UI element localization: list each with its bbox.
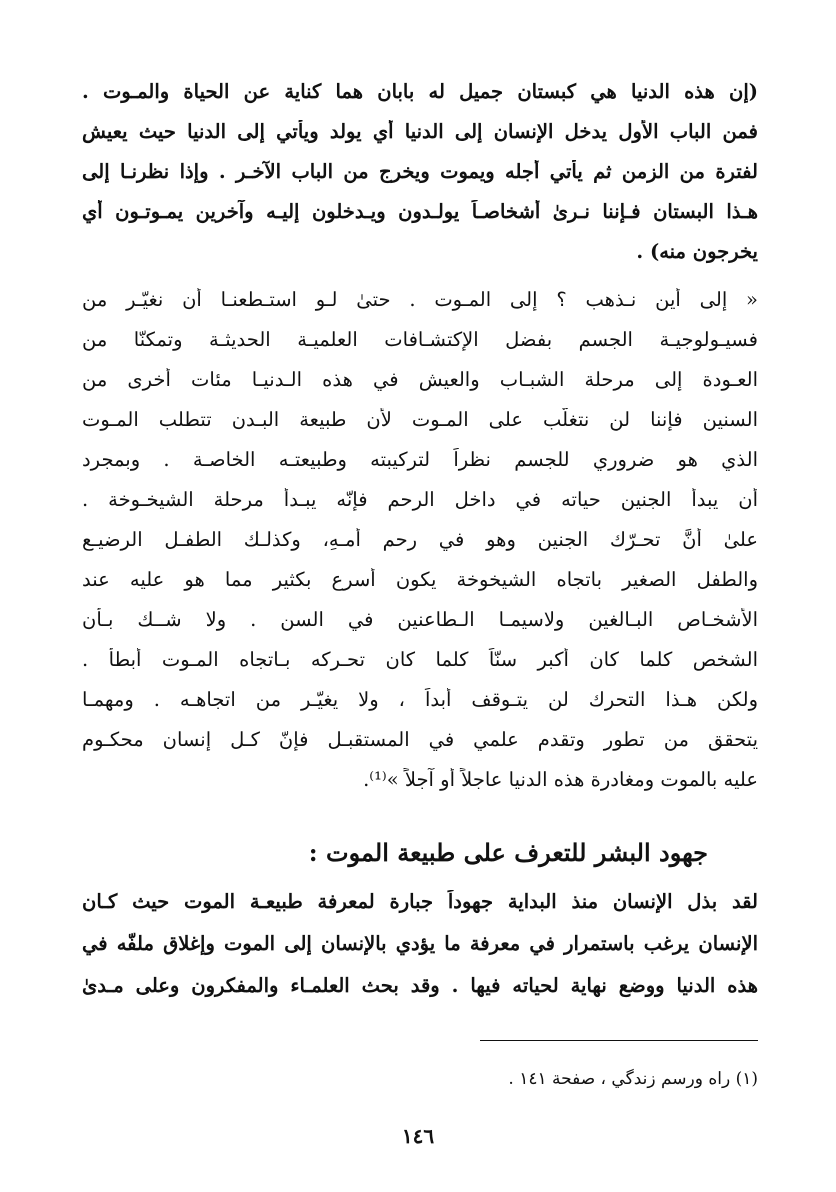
quote-line: أن يبدأ الجنين حياته في داخل الرحم فإنّه يبـدأ مرحلة الشيخـوخة .: [82, 488, 758, 511]
quote-line: الأشخـاص البـالغين ولاسيمـا الـطاعنين في السن . ولا شــك بـأن: [82, 608, 758, 631]
paragraph-1-line: (إن هذه الدنيا هي كبستان جميل له بابان هما كناية عن الحياة والمـوت .: [82, 80, 758, 103]
page-number: ١٤٦: [401, 1124, 435, 1148]
quote-line: الشخص كلما كان أكبر سنّاً كلما كان تحـركه بـاتجاه المـوت أبطأ .: [82, 648, 758, 671]
footnote: (١) راه ورسم زندگي ، صفحة ١٤١ .: [508, 1069, 758, 1089]
quote-line: يتحقق من تطور وتقدم علمي في المستقبـل فإنّ كـل إنسان محكـوم: [82, 728, 758, 751]
quote-line: الذي هو ضروري للجسم نظراً لتركيبته وطبيعتـه الخاصـة . وبمجرد: [82, 448, 758, 471]
quote-line: والطفل الصغير باتجاه الشيخوخة يكون أسرع بكثير مما هو عليه عند: [82, 568, 758, 591]
footnote-separator: [480, 1040, 758, 1041]
quote-line: « إلى أين نـذهب ؟ إلى المـوت . حتىٰ لـو استـطعنـا أن نغيّـر من: [82, 288, 758, 311]
quote-line: السنين فإننا لن نتغلّب على المـوت لأن طبيعة البـدن تتطلب المـوت: [82, 408, 758, 431]
paragraph-2-line: هذه الدنيا ووضع نهاية لحياته فيها . وقد بحث العلمـاء والمفكرون وعلى مـدىٰ: [82, 974, 758, 997]
paragraph-1-line: لفترة من الزمن ثم يأتي أجله ويموت ويخرج من الباب الآخـر . وإذا نظرنـا إلى: [82, 160, 758, 183]
section-heading: جهود البشر للتعرف على طبيعة الموت :: [308, 838, 708, 867]
quote-line: العـودة إلى مرحلة الشبـاب والعيش في هذه الـدنيـا مئات أخرى من: [82, 368, 758, 391]
quote-line: علىٰ أنَّ تحـرّك الجنين وهو في رحم أمـهِ، وكذلـك الطفـل الرضيـع: [82, 528, 758, 551]
paragraph-2-line: الإنسان يرغب باستمرار في معرفة ما يؤدي بالإنسان إلى الموت وإغلاق ملفّه في: [82, 932, 758, 955]
paragraph-1-line: فمن الباب الأول يدخل الإنسان إلى الدنيا أي يولد ويأتي إلى الدنيا حيث يعيش: [82, 120, 758, 143]
paragraph-1-line: هـذا البستان فـإننا نـرىٰ أشخاصـاً يولـدون ويـدخلون إليـه وآخرين يمـوتـون أي: [82, 200, 758, 223]
quote-line: عليه بالموت ومغادرة هذه الدنيا عاجلاً أو آجلاً »⁽¹⁾.: [363, 768, 758, 791]
paragraph-2-line: لقد بذل الإنسان منذ البداية جهوداً جبارة لمعرفة طبيعـة الموت حيث كـان: [82, 890, 758, 913]
quote-line: ولكن هـذا التحرك لن يتـوقف أبداً ، ولا يغيّـر من اتجاهـه . ومهمـا: [82, 688, 758, 711]
quote-line: فسيـولوجيـة الجسم بفضل الإكتشـافات العلميـة الحديثـة وتمكنّا من: [82, 328, 758, 351]
paragraph-1-line: يخرجون منه) .: [636, 240, 758, 263]
